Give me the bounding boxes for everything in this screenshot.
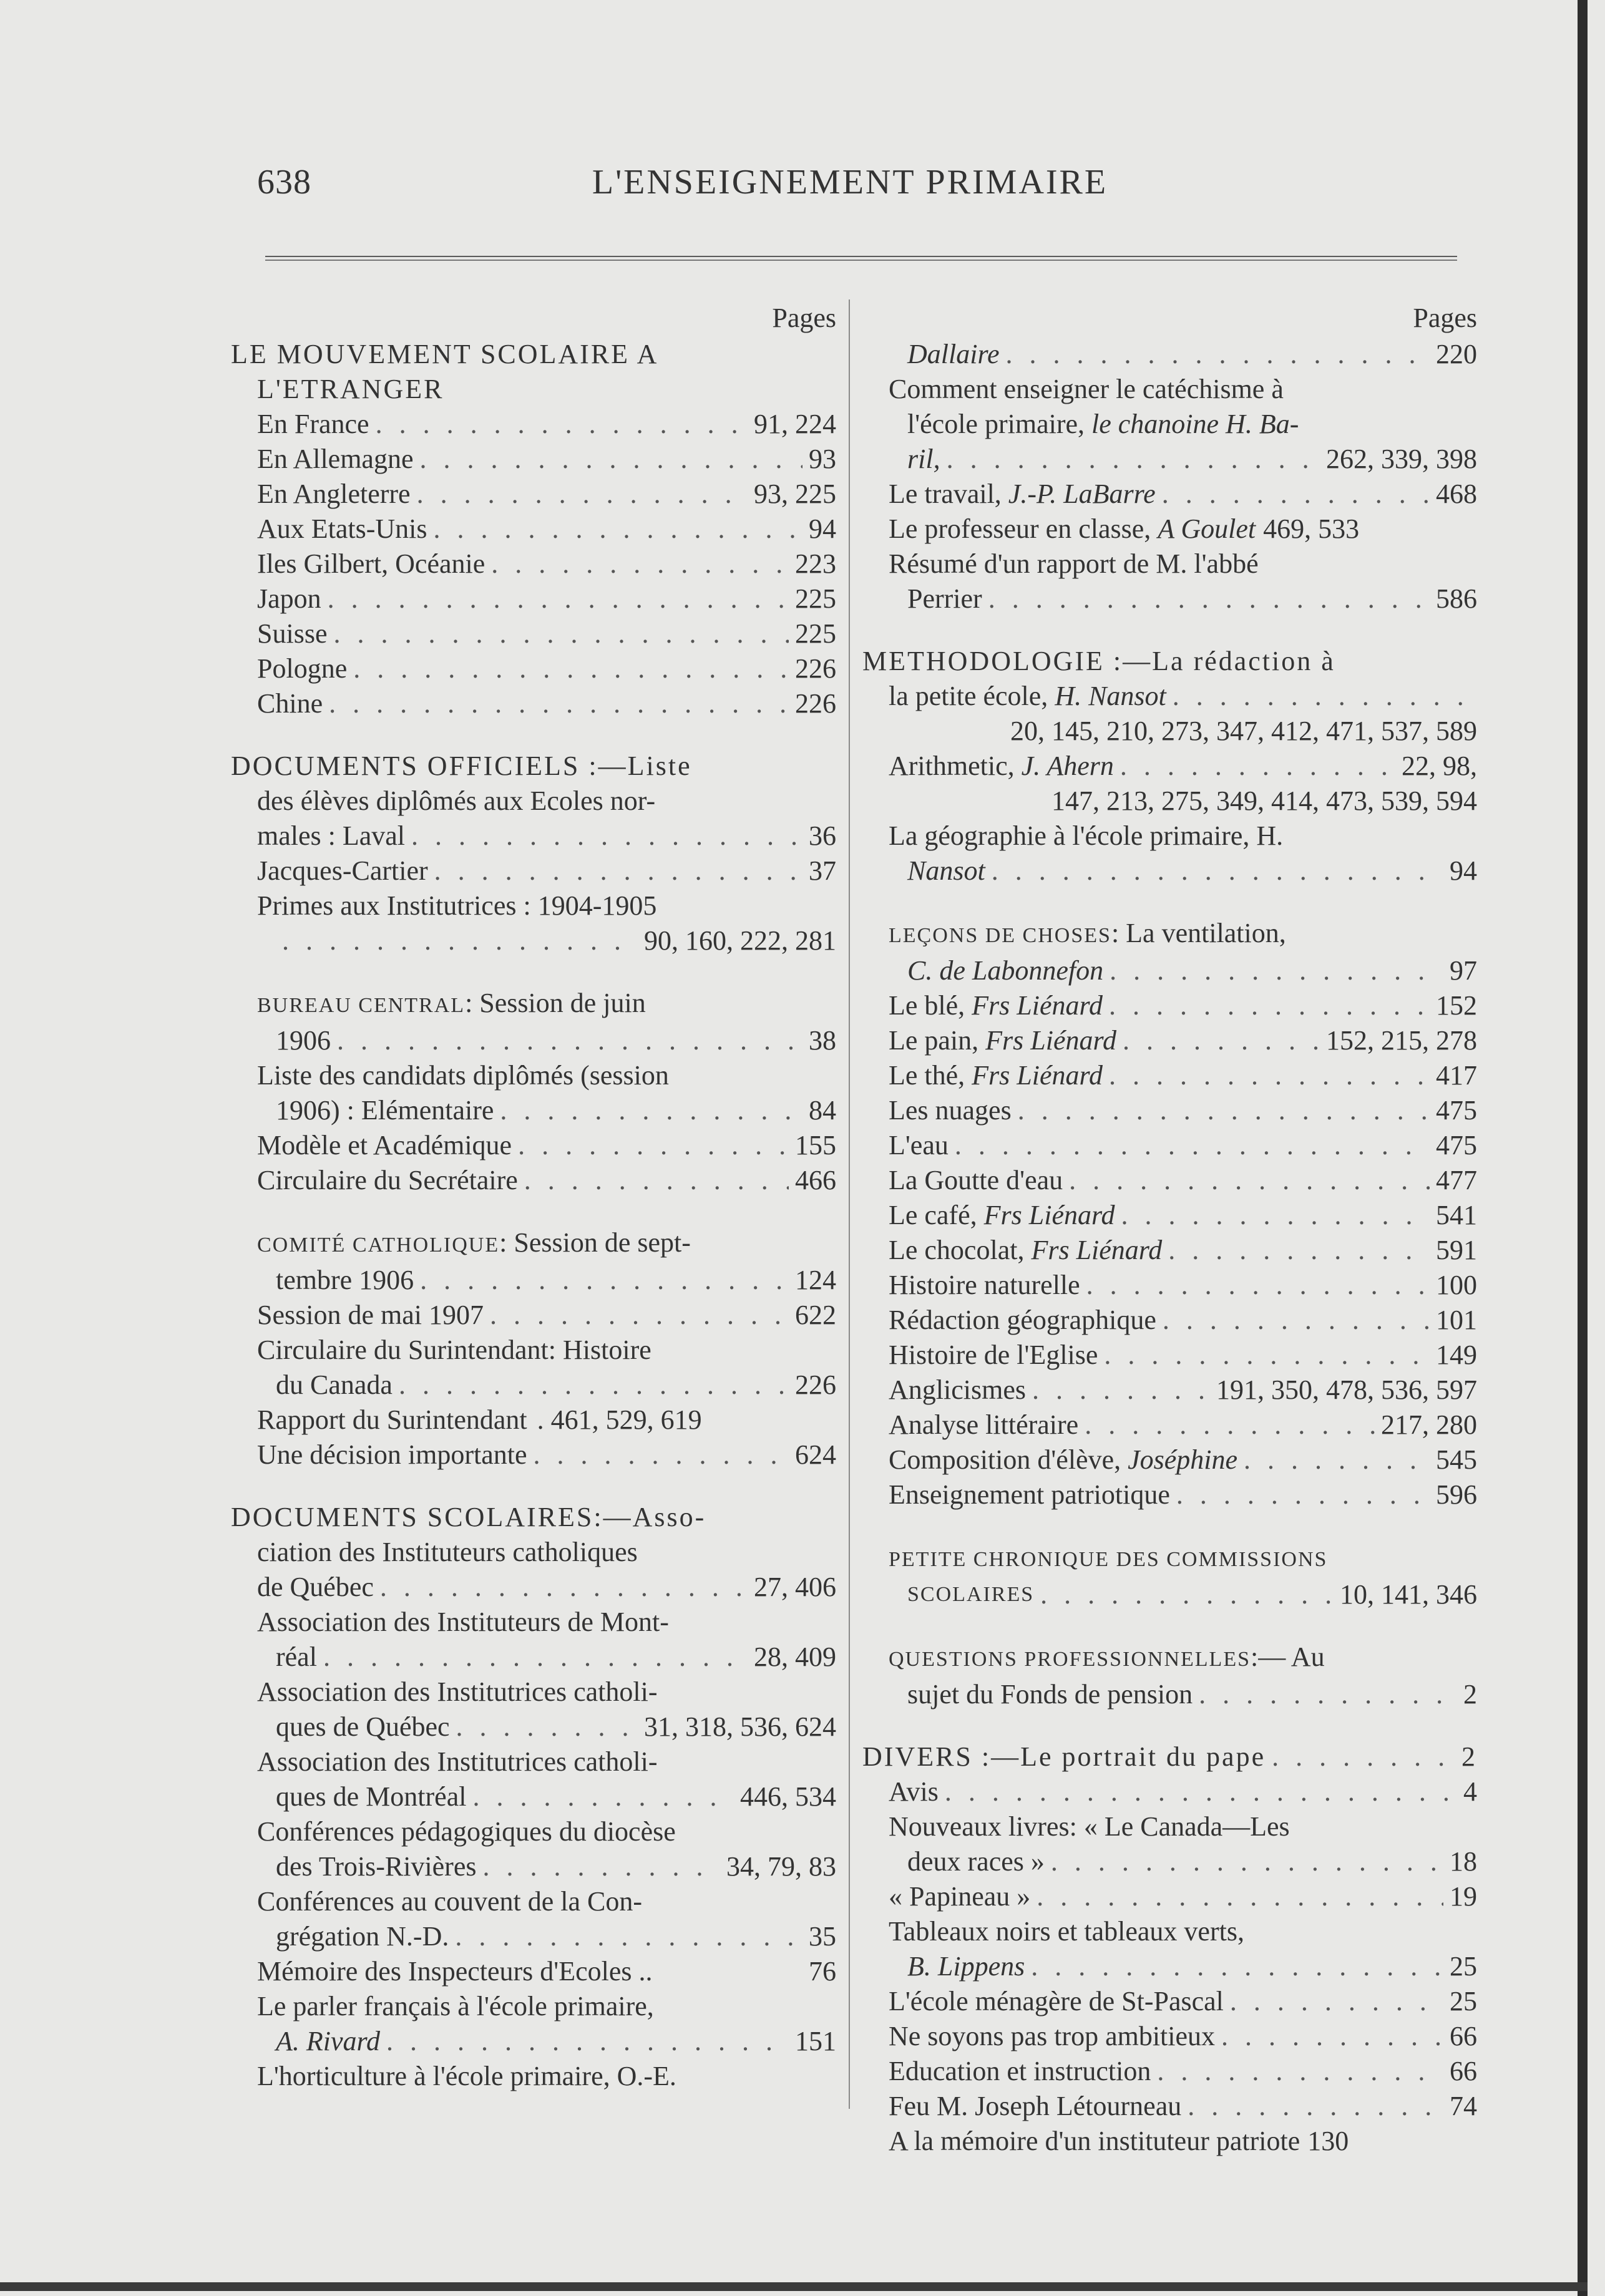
- index-entry: Jacques-Cartier . . . 37: [231, 854, 836, 888]
- page-number: 638: [257, 163, 311, 202]
- index-entry: Nansot . . . 94: [862, 854, 1477, 888]
- index-entry: C. de Labonnefon . . . 97: [862, 953, 1477, 988]
- section-heading: DOCUMENTS SCOLAIRES:—Asso-: [231, 1502, 706, 1532]
- index-entry: du Canada . . . 226: [231, 1368, 836, 1403]
- index-entry: Mémoire des Inspecteurs d'Ecoles .. 76: [257, 1956, 836, 1987]
- entry-text: L'horticulture à l'école primaire, O.-E.: [257, 2061, 676, 2091]
- entry-text: Circulaire du Surintendant: Histoire: [257, 1335, 651, 1365]
- subsection-heading: BUREAU CENTRAL: Session de juin: [257, 988, 646, 1018]
- section-questions-professionnelles: [862, 1640, 1477, 1712]
- index-entry: deux races » . . . 18: [862, 1844, 1477, 1879]
- page-list: 147, 213, 275, 349, 414, 473, 539, 594: [1051, 786, 1477, 816]
- index-entry: males : Laval . . . 36: [231, 819, 836, 854]
- entry-text: La géographie à l'école primaire, H.: [889, 820, 1284, 851]
- entry-text: Association des Instituteurs de Mont-: [257, 1607, 669, 1637]
- entry-text: des élèves diplômés aux Ecoles nor-: [257, 786, 656, 816]
- entry-text: Association des Institutrices catholi-: [257, 1676, 658, 1707]
- section-continued: [862, 337, 1477, 616]
- section-documents-scolaires: [231, 1500, 836, 2094]
- index-entry: Suisse . . . 225: [231, 616, 836, 651]
- section-heading: DOCUMENTS OFFICIELS :—Liste: [231, 751, 692, 781]
- index-entry: ques de Québec . . . 31, 318, 536, 624: [231, 1710, 836, 1744]
- index-entry: Histoire naturelle . . . 100: [862, 1268, 1477, 1303]
- index-entry: A la mémoire d'un instituteur patriote 130: [889, 2126, 1349, 2156]
- left-column: [231, 299, 836, 2121]
- index-entry: . . . 90, 160, 222, 281: [231, 923, 836, 958]
- index-entry: Session de mai 1907 . . . 622: [231, 1298, 836, 1333]
- index-entry: la petite école, H. Nansot . . .: [862, 679, 1477, 714]
- section-comite-catholique: [231, 1225, 836, 1472]
- index-entry: SCOLAIRES . . . 10, 141, 346: [862, 1577, 1477, 1612]
- index-entry: ques de Montréal . . . 446, 534: [231, 1779, 836, 1814]
- index-entry: Ne soyons pas trop ambitieux . . . 66: [862, 2019, 1477, 2054]
- entry-text: ciation des Instituteurs catholiques: [257, 1537, 638, 1567]
- index-entry: de Québec . . . 27, 406: [231, 1570, 836, 1605]
- index-entry: Perrier . . . 586: [862, 581, 1477, 616]
- section-heading: METHODOLOGIE :—La rédaction à: [862, 646, 1335, 676]
- index-entry: « Papineau » . . . 19: [862, 1879, 1477, 1914]
- index-entry: Le café, Frs Liénard . . . 541: [862, 1198, 1477, 1233]
- index-entry: Une décision importante . . . 624: [231, 1437, 836, 1472]
- index-entry: Composition d'élève, Joséphine . . . 545: [862, 1442, 1477, 1477]
- index-entry: Education et instruction . . . 66: [862, 2054, 1477, 2089]
- page-list: 20, 145, 210, 273, 347, 412, 471, 537, 589: [1010, 716, 1477, 746]
- index-entry: Rédaction géographique . . . 101: [862, 1303, 1477, 1338]
- entry-text: l'école primaire, le chanoine H. Ba-: [907, 409, 1299, 439]
- header-rule: [265, 256, 1457, 261]
- index-entry: sujet du Fonds de pension . . . 2: [862, 1677, 1477, 1712]
- subsection-heading: PETITE CHRONIQUE DES COMMISSIONS: [889, 1548, 1328, 1571]
- index-entry: 1906) : Elémentaire . . . 84: [231, 1093, 836, 1128]
- index-entry: Pologne . . . 226: [231, 651, 836, 686]
- index-entry: A. Rivard . . . 151: [231, 2024, 836, 2059]
- index-entry: Le professeur en classe, A Goulet 469, 533: [889, 513, 1360, 544]
- index-entry: réal . . . 28, 409: [231, 1640, 836, 1675]
- index-entry: Enseignement patriotique . . . 596: [862, 1477, 1477, 1512]
- index-entry: L'eau . . . 475: [862, 1128, 1477, 1163]
- section-heading: LE MOUVEMENT SCOLAIRE A: [231, 339, 659, 369]
- running-title: L'ENSEIGNEMENT PRIMAIRE: [592, 163, 1108, 202]
- index-entry: En Allemagne . . . 93: [231, 442, 836, 477]
- section-lecons-de-choses: [862, 916, 1477, 1512]
- pages-label: Pages: [1413, 303, 1477, 333]
- page-edge: [1578, 0, 1588, 2296]
- index-entry: Anglicismes . . . 191, 350, 478, 536, 597: [862, 1373, 1477, 1408]
- index-entry: Iles Gilbert, Océanie . . . 223: [231, 547, 836, 581]
- entry-text: Nouveaux livres: « Le Canada—Les: [889, 1811, 1290, 1842]
- section-heading-cont: L'ETRANGER: [257, 374, 444, 404]
- entry-text: Tableaux noirs et tableaux verts,: [889, 1916, 1244, 1947]
- column-divider: [849, 299, 850, 2109]
- index-entry: Circulaire du Secrétaire . . . 466: [231, 1163, 836, 1198]
- index-entry: En Angleterre . . . 93, 225: [231, 477, 836, 512]
- index-entry: grégation N.-D. . . . 35: [231, 1919, 836, 1954]
- index-entry: Le chocolat, Frs Liénard . . . 591: [862, 1233, 1477, 1268]
- entry-text: Association des Institutrices catholi-: [257, 1746, 658, 1777]
- section-heading: DIVERS :—Le portrait du pape . . . 2: [862, 1739, 1477, 1774]
- section-methodologie: [862, 644, 1477, 888]
- index-entry: tembre 1906 . . . 124: [231, 1263, 836, 1298]
- index-entry: En France . . . 91, 224: [231, 407, 836, 442]
- page-bottom-edge: [0, 2282, 1588, 2291]
- index-entry: Les nuages . . . 475: [862, 1093, 1477, 1128]
- index-entry: Avis . . . 4: [862, 1774, 1477, 1809]
- entry-text: Conférences au couvent de la Con-: [257, 1886, 642, 1917]
- index-entry: Rapport du Surintendant . 461, 529, 619: [257, 1404, 702, 1435]
- entry-text: Primes aux Institutrices : 1904-1905: [257, 890, 657, 921]
- index-entry: Japon . . . 225: [231, 581, 836, 616]
- index-entry: Le thé, Frs Liénard . . . 417: [862, 1058, 1477, 1093]
- subsection-heading: LEÇONS DE CHOSES: La ventilation,: [889, 918, 1286, 948]
- entry-text: Comment enseigner le catéchisme à: [889, 374, 1284, 404]
- index-entry: 1906 . . . 38: [231, 1023, 836, 1058]
- entry-text: Le parler français à l'école primaire,: [257, 1991, 654, 2021]
- index-entry: Analyse littéraire . . . 217, 280: [862, 1408, 1477, 1442]
- page-header: [257, 157, 1443, 207]
- index-entry: Dallaire . . . 220: [862, 337, 1477, 372]
- section-mouvement-scolaire: [231, 337, 836, 721]
- subsection-heading: QUESTIONS PROFESSIONNELLES:— Au: [889, 1642, 1325, 1672]
- entry-text: Résumé d'un rapport de M. l'abbé: [889, 548, 1259, 579]
- index-entry: B. Lippens . . . 25: [862, 1949, 1477, 1984]
- index-entry: La Goutte d'eau . . . 477: [862, 1163, 1477, 1198]
- index-entry: Chine . . . 226: [231, 686, 836, 721]
- index-entry: Le pain, Frs Liénard . . . 152, 215, 278: [862, 1023, 1477, 1058]
- index-entry: Le blé, Frs Liénard . . . 152: [862, 988, 1477, 1023]
- index-entry: L'école ménagère de St-Pascal . . . 25: [862, 1984, 1477, 2019]
- pages-label: Pages: [772, 303, 836, 333]
- right-column: [862, 299, 1477, 2186]
- index-entry: Histoire de l'Eglise . . . 149: [862, 1338, 1477, 1373]
- section-divers: [862, 1739, 1477, 2159]
- section-documents-officiels: [231, 749, 836, 958]
- index-entry: Feu M. Joseph Létourneau . . . 74: [862, 2089, 1477, 2124]
- subsection-heading: COMITÉ CATHOLIQUE: Session de sept-: [257, 1227, 691, 1258]
- section-petite-chronique: [862, 1540, 1477, 1612]
- index-entry: Le travail, J.-P. LaBarre . . . 468: [862, 477, 1477, 512]
- index-entry: Modèle et Académique . . . 155: [231, 1128, 836, 1163]
- index-entry: ril, . . . 262, 339, 398: [862, 442, 1477, 477]
- index-entry: Aux Etats-Unis . . . 94: [231, 512, 836, 547]
- section-bureau-central: [231, 986, 836, 1198]
- index-entry: des Trois-Rivières . . . 34, 79, 83: [231, 1849, 836, 1884]
- index-entry: Arithmetic, J. Ahern . . . 22, 98,: [862, 749, 1477, 784]
- entry-text: Liste des candidats diplômés (session: [257, 1060, 669, 1091]
- entry-text: Conférences pédagogiques du diocèse: [257, 1816, 676, 1847]
